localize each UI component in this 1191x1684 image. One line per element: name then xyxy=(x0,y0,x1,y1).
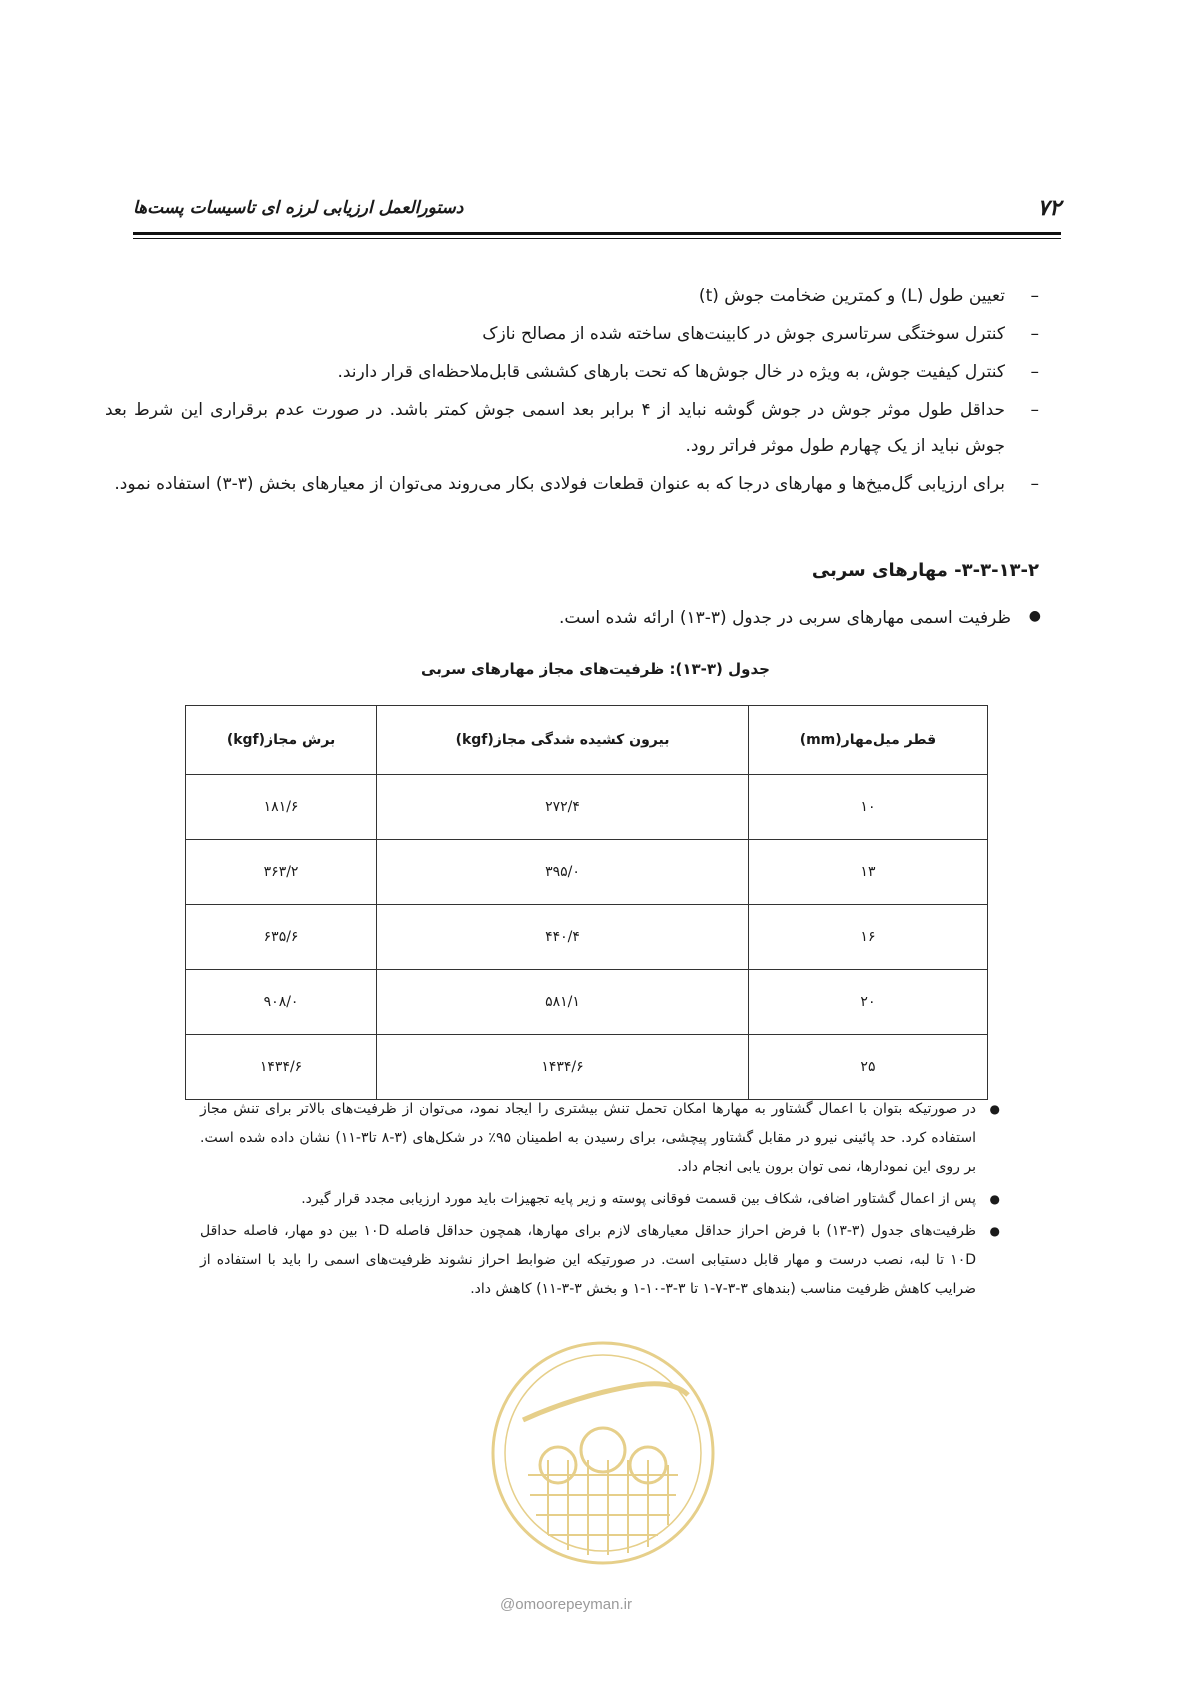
table-cell: ۲۵ xyxy=(748,1035,987,1100)
table-cell: ۱۴۳۴/۶ xyxy=(186,1035,377,1100)
watermark-caption: @omoorepeyman.ir xyxy=(500,1596,632,1613)
table-header-row xyxy=(186,706,988,775)
page-number: ۷۲ xyxy=(1037,196,1061,221)
note-item xyxy=(200,1185,1000,1214)
list-item: – تعیین طول (L) و کمترین ضخامت جوش (t) xyxy=(105,278,1039,314)
note-item xyxy=(200,1095,1000,1182)
table-caption: جدول (۳-۱۳): ظرفیت‌های مجاز مهارهای سربی xyxy=(421,660,770,678)
watermark-logo xyxy=(488,1325,718,1580)
table-cell: ۲۷۲/۴ xyxy=(377,775,749,840)
header-rule-thin xyxy=(133,238,1061,239)
table-row xyxy=(186,775,988,840)
page-header xyxy=(133,196,1061,226)
table-cell: ۴۴۰/۴ xyxy=(377,905,749,970)
table-row xyxy=(186,840,988,905)
note-item xyxy=(200,1217,1000,1304)
list-item: – برای ارزیابی گل‌میخ‌ها و مهارهای درجا که به عنوان قطعات فولادی بکار می‌روند می‌توان از معیارهای بخش (۳-۳) استفاده نمود. xyxy=(105,466,1039,502)
table-cell: ۱۴۳۴/۶ xyxy=(377,1035,749,1100)
weld-check-list xyxy=(105,278,1039,504)
table-cell: ۱۰ xyxy=(748,775,987,840)
bullet-icon: ● xyxy=(989,1192,1000,1206)
bullet-icon: ● xyxy=(989,1224,1000,1238)
column-header-shear: برش مجاز(kgf) xyxy=(186,706,377,775)
bullet-icon: ● xyxy=(989,1102,1000,1116)
table-notes xyxy=(200,1095,1000,1307)
bullet-icon: ● xyxy=(1028,608,1041,624)
watermark-grid xyxy=(528,1460,678,1555)
watermark-ring xyxy=(493,1343,713,1563)
table-cell: ۳۶۳/۲ xyxy=(186,840,377,905)
table-cell: ۲۰ xyxy=(748,970,987,1035)
list-item: – کنترل سوختگی سرتاسری جوش در کابینت‌های ساخته شده از مصالح نازک xyxy=(105,316,1039,352)
note-text: در صورتیکه بتوان با اعمال گشتاور به مهارها امکان تحمل تنش بیشتری را ایجاد نمود، می‌توان از ظرفیت‌های بالاتر برای تنش مجاز استفاده کرد. حد پائینی نیرو در مقابل گشتاور پیچشی، برای رسیدن به اطمینان ۹۵٪ در شکل‌های (۳-۸ تا۳-۱۱) نشان داده شده است. بر روی این نمودارها، نمی توان برون یابی انجام داد. xyxy=(200,1101,976,1175)
section-bullet xyxy=(559,608,1041,628)
table-row xyxy=(186,905,988,970)
table-cell: ۵۸۱/۱ xyxy=(377,970,749,1035)
table-row xyxy=(186,970,988,1035)
section-heading: ۳-۳-۱۳-۲- مهارهای سربی xyxy=(811,560,1039,581)
table-row xyxy=(186,1035,988,1100)
note-text: ظرفیت‌های جدول (۳-۱۳) با فرض احراز حداقل معیارهای لازم برای مهارها، همچون حداقل فاصله ۱۰D بین دو مهار، فاصله حداقل ۱۰D تا لبه، نصب درست و مهار قابل دستیابی است. در صورتیکه این ضوابط احراز نشوند ظرفیت‌های اسمی را باید با استفاده از ضرایب کاهش ظرفیت مناسب (بندهای ۳-۳-۷-۱ تا ۳-۳-۱۰-۱ و بخش ۳-۳-۱۱) کاهش داد. xyxy=(200,1223,977,1297)
column-header-diameter: قطر میل‌مهار(mm) xyxy=(748,706,987,775)
running-title: دستورالعمل ارزیابی لرزه ای تاسیسات پست‌ها xyxy=(133,198,464,218)
bullet-text: ظرفیت اسمی مهارهای سربی در جدول (۳-۱۳) ارائه شده است. xyxy=(559,608,1011,628)
list-item: – کنترل کیفیت جوش، به ویژه در خال جوش‌ها که تحت بارهای کششی قابل‌ملاحظه‌ای قرار دارند. xyxy=(105,354,1039,390)
table-cell: ۱۶ xyxy=(748,905,987,970)
table-cell: ۱۳ xyxy=(748,840,987,905)
column-header-pullout: بیرون کشیده شدگی مجاز(kgf) xyxy=(377,706,749,775)
list-item: – حداقل طول موثر جوش در جوش گوشه نباید از ۴ برابر بعد اسمی جوش کمتر باشد. در صورت عدم برقراری این شرط بعد جوش نباید از یک چهارم طول موثر فراتر رود. xyxy=(105,392,1039,464)
table-cell: ۱۸۱/۶ xyxy=(186,775,377,840)
gear-icon xyxy=(581,1428,625,1472)
capacity-table xyxy=(185,705,988,1100)
gear-icon xyxy=(540,1447,576,1483)
table-cell: ۶۳۵/۶ xyxy=(186,905,377,970)
table-cell: ۳۹۵/۰ xyxy=(377,840,749,905)
table-cell: ۹۰۸/۰ xyxy=(186,970,377,1035)
logo-swoosh xyxy=(523,1384,688,1420)
header-rule-thick xyxy=(133,232,1061,235)
note-text: پس از اعمال گشتاور اضافی، شکاف بین قسمت فوقانی پوسته و زیر پایه تجهیزات باید مورد ارزیابی مجدد قرار گیرد. xyxy=(301,1191,976,1207)
